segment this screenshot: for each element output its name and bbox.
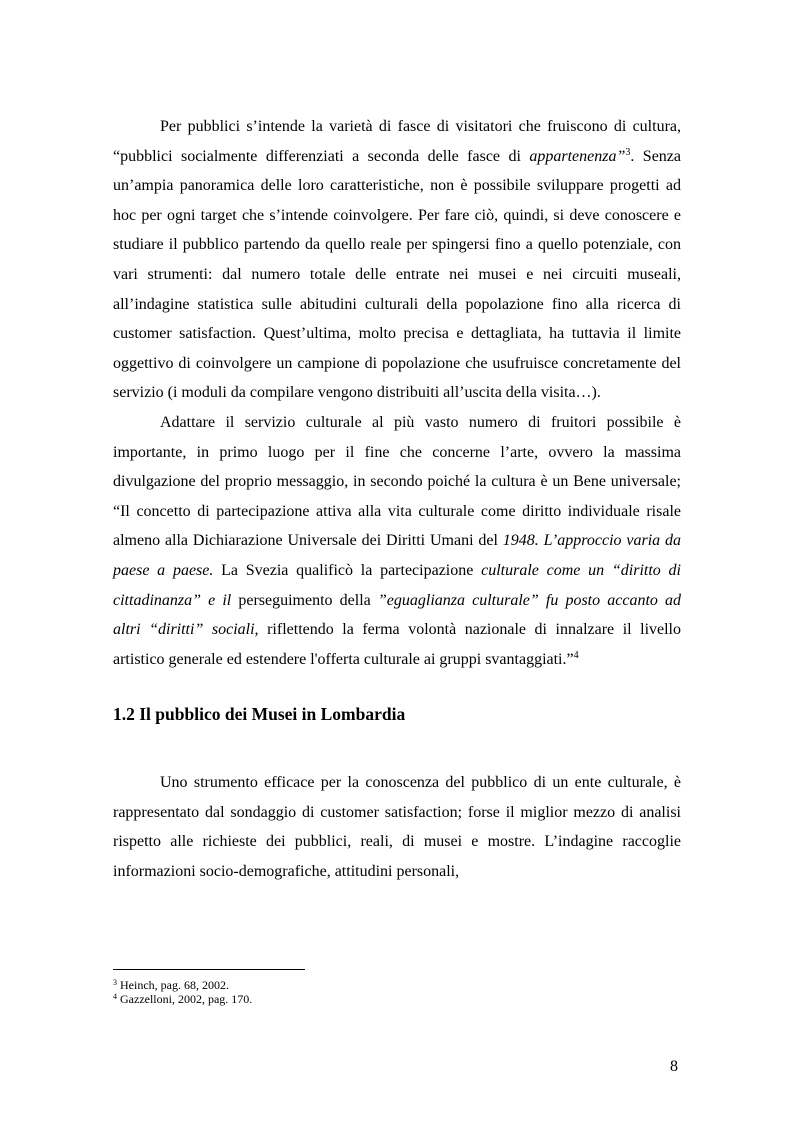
paragraph-text: . Senza un’ampia panoramica delle loro caratteristiche, non è possibile sviluppare progetti ad hoc per ogni target che s’intende coinvolgere. Per fare ciò, quindi, si deve conoscere e studiare il pubblico partendo da quello reale per spingersi fino a quello potenziale, con vari strumenti: dal numero totale delle entrate nei musei e nei circuiti museali, all’indagine statistica sulle abitudini culturali della popolazione fino alla ricerca di customer satisfaction. Quest’ultima, molto precisa e dettagliata, ha tuttavia il limite oggettivo di coinvolgere un campione di popolazione che usufruisce concretamente del servizio (i moduli da compilare vengono distribuiti all’uscita della visita…). [113, 147, 681, 402]
paragraph-strumento: Uno strumento efficace per la conoscenza del pubblico di un ente culturale, è rappresentato dal sondaggio di customer satisfaction; forse il miglior mezzo di analisi rispetto alle richieste dei pubblici, reali, di musei e mostre. L’indagine raccoglie informazioni socio-demografiche, attitudini personali, [113, 774, 681, 881]
paragraph-italic-text: 1948. L’approccio varia da paese a paese. [113, 532, 682, 579]
footnote-text: Heinch, pag. 68, 2002. [120, 978, 229, 992]
footnotes [113, 978, 681, 1006]
paragraph-italic-text: culturale come un “diritto di cittadinanza” e il [113, 561, 681, 609]
section-heading: 1.2 Il pubblico dei Musei in Lombardia [113, 704, 406, 725]
footnote-item [113, 992, 681, 1006]
paragraph-servizio-culturale [113, 408, 681, 674]
paragraph-pubblici [113, 112, 681, 408]
paragraph-text: riflettendo la ferma volontà nazionale di innalzare il livello artistico generale ed estendere l'offerta culturale ai gruppi svantaggiati.” [113, 621, 682, 668]
page-body [113, 112, 681, 887]
paragraph-text: La Svezia qualificò la partecipazione [213, 561, 482, 579]
footnote-text: Gazzelloni, 2002, pag. 170. [120, 992, 253, 1006]
footnote-ref-4: 4 [573, 649, 579, 661]
paragraph-text: Adattare il servizio culturale al più vasto numero di fruitori possibile è importante, in primo luogo per il fine che concerne l’arte, ovvero la massima divulgazione del proprio messaggio, in secondo poiché la cultura è un Bene universale; “Il concetto di partecipazione attiva alla vita culturale come diritto individuale risale almeno alla Dichiarazione Universale dei Diritti Umani del [113, 413, 681, 550]
footnote-divider [113, 969, 305, 970]
footnote-ref-3: 3 [625, 146, 631, 158]
footnote-number: 4 [113, 992, 117, 1001]
footnote-item [113, 978, 681, 992]
footnote-number: 3 [113, 978, 117, 987]
paragraph-text: Per pubblici s’intende la varietà di fasce di visitatori che fruiscono di cultura, “pubblici socialmente differenziati a seconda delle fasce di [113, 118, 681, 165]
paragraph-text: perseguimento della [231, 591, 378, 609]
paragraph-italic-text: appartenenza” [529, 147, 626, 165]
paragraph-italic-text: ”eguaglianza culturale” fu posto accanto ad altri “diritti” sociali, [113, 591, 682, 639]
page-number: 8 [670, 1058, 678, 1075]
